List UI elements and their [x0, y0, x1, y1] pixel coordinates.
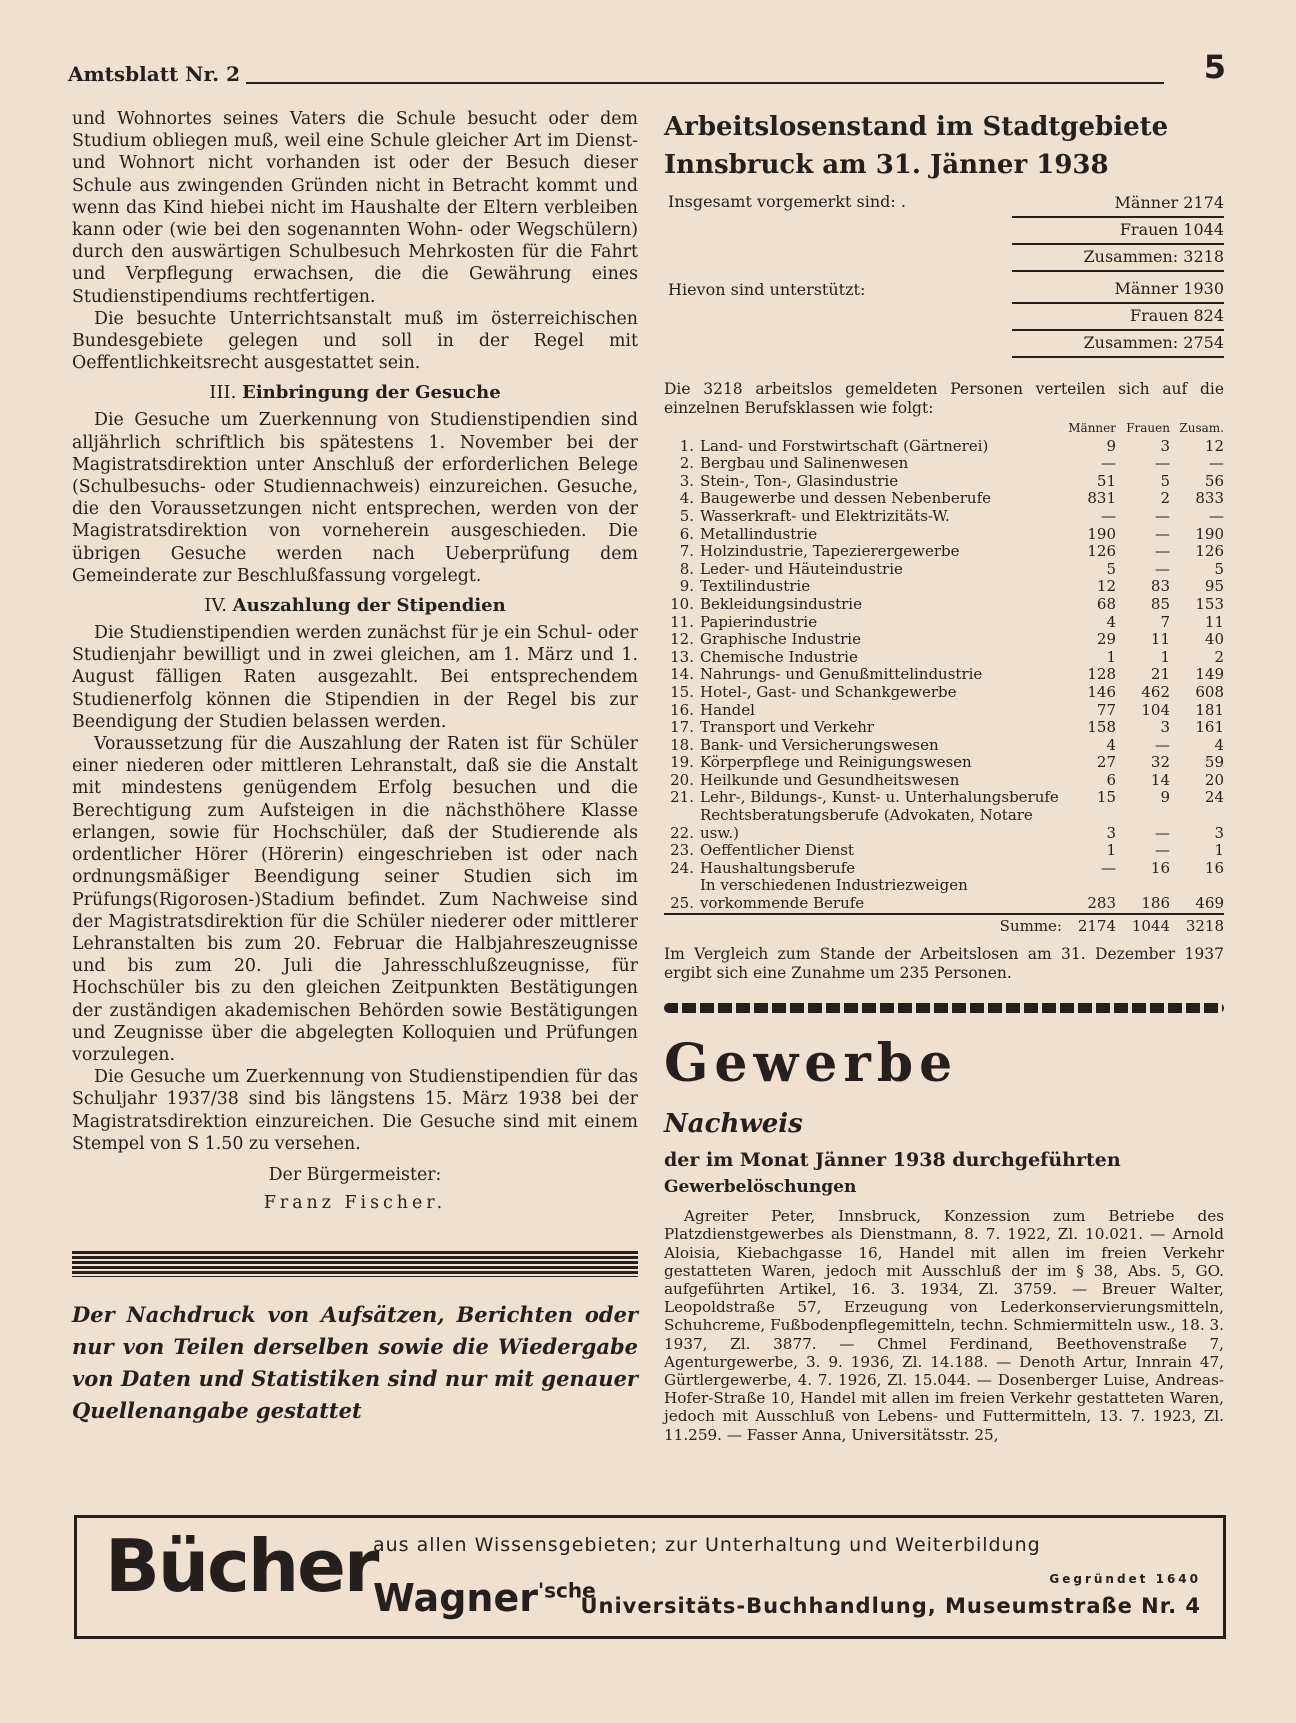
page-header — [68, 48, 1226, 88]
table-header-row — [664, 420, 1224, 438]
row-number: 15. — [670, 682, 694, 701]
row-label: Oeffentlicher Dienst — [700, 841, 854, 860]
row-number: 13. — [670, 647, 694, 666]
row-number: 23. — [670, 841, 694, 860]
comparison-note: Im Vergleich zum Stande der Arbeitslosen am 31. Dezember 1937 ergibt sich eine Zunahme um 235 Personen. — [664, 945, 1224, 983]
section-4-title: Auszahlung der Stipendien — [232, 595, 506, 617]
registered-total: Zusammen: 3218 — [1012, 244, 1224, 272]
row-men: 12 — [1096, 577, 1116, 596]
ad-buecher: Bücher — [105, 1524, 378, 1608]
row-label: Leder- und Häuteindustrie — [700, 559, 903, 578]
row-label: Wasserkraft- und Elektrizitäts-W. — [700, 506, 950, 525]
table-row — [664, 508, 1224, 526]
row-men: 283 — [1087, 894, 1116, 913]
row-total: 149 — [1195, 665, 1224, 684]
row-total: 95 — [1204, 577, 1224, 596]
row-label: Rechtsberatungsberufe (Advokaten, Notare usw.) — [700, 806, 1033, 842]
gazette-title: Amtsblatt Nr. 2 — [68, 62, 240, 86]
table-row — [664, 807, 1224, 842]
row-women: — — [1155, 735, 1170, 754]
ad-wagner — [373, 1576, 596, 1620]
row-total: 4 — [1214, 735, 1224, 754]
row-women: 1 — [1160, 647, 1170, 666]
ad-shop-address: Universitäts-Buchhandlung, Museumstraße Nr. 4 — [580, 1594, 1201, 1618]
nachweis-subtitle-1: der im Monat Jänner 1938 durchgeführten — [664, 1149, 1121, 1172]
signature-title: Der Bürgermeister: — [268, 1164, 442, 1185]
table-row — [664, 614, 1224, 632]
row-total: 20 — [1204, 770, 1224, 789]
table-row — [664, 438, 1224, 456]
row-men: 4 — [1106, 612, 1116, 631]
row-number: 1. — [679, 436, 694, 455]
signature-block — [72, 1161, 638, 1217]
row-total: 3 — [1214, 823, 1224, 842]
deletions-text: Agreiter Peter, Innsbruck, Konzession zum Betriebe des Platzdienstgewerbes als Dienstmann, 8. 7. 1922, Zl. 10.021. — Arnold Aloisia, Kiebachgasse 16, Handel mit allen im freien Verkehr gestatteten Waren, jedoch mit Ausschluß der im § 38, Abs. 5, GO. aufgeführten Artikel, 16. 3. 1934, Zl. 3759. — Breuer Walter, Leopoldstraße 57, Erzeugung von Lederkonservierungsmitteln, Schuhcreme, Fußbodenpflegemitteln, techn. Schmiermitteln usw., 18. 3. 1937, Zl. 3877. — Chmel Ferdinand, Beethovenstraße 7, Agenturgewerbe, 3. 9. 1936, Zl. 14.188. — Denoth Artur, Innrain 47, Gürtlergewerbe, 4. 7. 1926, Zl. 15.044. — Dosenberger Luise, Andreas-Hofer-Straße 10, Handel mit allen im freien Verkehr gestatteten Waren, jedoch mit Ausschluß von Lebens- und Futtermitteln, 13. 7. 1923, Zl. 11.259. — Fasser Anna, Universitätsstr. 25, — [664, 1207, 1224, 1444]
row-number: 11. — [670, 612, 694, 631]
row-number: 21. — [670, 788, 694, 807]
table-row — [664, 860, 1224, 878]
row-number: 20. — [670, 770, 694, 789]
copyright-notice: Der Nachdruck von Aufsätzen, Berichten oder nur von Teilen derselben sowie die Wiedergabe von Daten und Statistiken sind nur mit genauer Quellenangabe gestattet — [72, 1301, 638, 1423]
row-label: Textilindustrie — [700, 577, 811, 596]
row-number: 25. — [670, 894, 694, 913]
section-3-title: Einbringung der Gesuche — [242, 382, 501, 404]
table-row — [664, 631, 1224, 649]
row-total: 2 — [1214, 647, 1224, 666]
section-3-number: III. — [209, 382, 237, 404]
summary-block — [664, 190, 1224, 380]
paragraph-4: Die Studienstipendien werden zunächst für je ein Schul- oder Studienjahr bewilligt und in zwei gleichen, am 1. März und 1. August fälligen Raten ausgezahlt. Bei entsprechendem Studienerfolg können die Stipendien in der Regel bis zur Beendigung der Studien belassen werden. — [72, 623, 638, 732]
table-row — [664, 473, 1224, 491]
row-women: 3 — [1160, 436, 1170, 455]
row-women: 11 — [1150, 630, 1170, 649]
row-number: 6. — [679, 524, 694, 543]
paragraph-6: Die Gesuche um Zuerkennung von Studienstipendien für das Schuljahr 1937/38 sind bis längstens 15. März 1938 bei der Magistratsdirektion einzureichen. Die Gesuche sind mit einem Stempel von S 1.50 zu versehen. — [72, 1067, 638, 1154]
row-label: Chemische Industrie — [700, 647, 858, 666]
row-men: 15 — [1096, 788, 1116, 807]
table-row — [664, 649, 1224, 667]
row-total: — — [1209, 506, 1224, 525]
row-total: 56 — [1204, 471, 1224, 490]
row-number: 16. — [670, 700, 694, 719]
table-sum-row — [664, 914, 1224, 936]
sum-women: 1044 — [1116, 914, 1170, 936]
row-women: 5 — [1160, 471, 1170, 490]
paragraph-1: und Wohnortes seines Vaters die Schule besucht oder dem Studium obliegen muß, weil eine Schule gleicher Art im Dienst- und Wohnort nicht vorhanden ist oder der Besuch dieser Schule aus zwingenden Gründen nicht in Betracht kommt und wenn das Kind hiebei nicht im Haushalte der Eltern verbleiben kann oder (wie bei den sogenannten Wohn- oder Wegschülern) durch den auswärtigen Schulbesuch Mehrkosten für die Fahrt und Verpflegung erwachsen, die die Gewährung eines Studienstipendiums rechtfertigen. — [72, 109, 638, 307]
table-row — [664, 666, 1224, 684]
registered-men: Männer 2174 — [1012, 190, 1224, 218]
row-women: 104 — [1141, 700, 1170, 719]
page-number: 5 — [1203, 48, 1226, 86]
row-men: 128 — [1087, 665, 1116, 684]
row-number: 19. — [670, 753, 694, 772]
row-total: 181 — [1195, 700, 1224, 719]
sum-total: 3218 — [1170, 914, 1224, 936]
row-number: 14. — [670, 665, 694, 684]
row-men: 1 — [1106, 647, 1116, 666]
distribution-intro: Die 3218 arbeitslos gemeldeten Personen verteilen sich auf die einzelnen Berufsklassen wie folgt: — [664, 380, 1224, 417]
row-men: — — [1101, 454, 1116, 473]
row-total: 12 — [1204, 436, 1224, 455]
sum-label: Summe: — [700, 914, 1062, 936]
row-women: 7 — [1160, 612, 1170, 631]
row-women: 16 — [1150, 858, 1170, 877]
row-total: 16 — [1204, 858, 1224, 877]
right-column — [664, 108, 1224, 1444]
row-women: — — [1155, 559, 1170, 578]
row-total: 5 — [1214, 559, 1224, 578]
row-total: 469 — [1195, 894, 1224, 913]
row-women: 32 — [1150, 753, 1170, 772]
row-number: 5. — [679, 506, 694, 525]
row-women: — — [1155, 542, 1170, 561]
row-men: — — [1101, 506, 1116, 525]
table-row — [664, 561, 1224, 579]
row-men: 1 — [1106, 841, 1116, 860]
row-label: Hotel-, Gast- und Schankgewerbe — [700, 682, 957, 701]
sum-men: 2174 — [1062, 914, 1116, 936]
row-label: Lehr-, Bildungs-, Kunst- u. Unterhalungsberufe — [700, 788, 1059, 807]
supported-label: Hievon sind unterstützt: — [668, 280, 866, 299]
row-total: 126 — [1195, 542, 1224, 561]
row-women: — — [1155, 841, 1170, 860]
row-women: 9 — [1160, 788, 1170, 807]
row-men: 146 — [1087, 682, 1116, 701]
row-label: Graphische Industrie — [700, 630, 861, 649]
row-men: 190 — [1087, 524, 1116, 543]
row-men: 29 — [1096, 630, 1116, 649]
table-row — [664, 596, 1224, 614]
supported-men: Männer 1930 — [1012, 276, 1224, 304]
row-men: 9 — [1106, 436, 1116, 455]
row-women: 14 — [1150, 770, 1170, 789]
supported-women: Frauen 824 — [1012, 303, 1224, 331]
row-number: 9. — [679, 577, 694, 596]
statistics-title-line-1: Arbeitslosenstand im Stadtgebiete — [664, 112, 1169, 142]
statistics-title-line-2: Innsbruck am 31. Jänner 1938 — [664, 150, 1109, 180]
row-label: Heilkunde und Gesundheitswesen — [700, 770, 960, 789]
row-total: 11 — [1204, 612, 1224, 631]
row-women: 462 — [1141, 682, 1170, 701]
table-row — [664, 543, 1224, 561]
table-row — [664, 455, 1224, 473]
row-women: 3 — [1160, 718, 1170, 737]
row-total: 833 — [1195, 489, 1224, 508]
row-label: Bank- und Versicherungswesen — [700, 735, 939, 754]
row-men: 3 — [1106, 823, 1116, 842]
row-men: 77 — [1096, 700, 1116, 719]
table-row — [664, 702, 1224, 720]
table-row — [664, 789, 1224, 807]
nachweis-heading: Nachweis — [664, 1109, 803, 1140]
left-column — [72, 108, 638, 1448]
row-label: Baugewerbe und dessen Nebenberufe — [700, 489, 991, 508]
row-label: Körperpflege und Reinigungswesen — [700, 753, 972, 772]
row-label: Haushaltungsberufe — [700, 858, 856, 877]
column-women: Frauen — [1126, 421, 1170, 435]
table-row — [664, 754, 1224, 772]
row-total: 24 — [1204, 788, 1224, 807]
bookshop-advertisement — [74, 1515, 1226, 1639]
row-total: 59 — [1204, 753, 1224, 772]
row-men: 6 — [1106, 770, 1116, 789]
row-number: 18. — [670, 735, 694, 754]
row-women: — — [1155, 823, 1170, 842]
row-label: Holzindustrie, Tapezierergewerbe — [700, 542, 960, 561]
row-number: 12. — [670, 630, 694, 649]
row-men: 126 — [1087, 542, 1116, 561]
table-row — [664, 737, 1224, 755]
signature-name: Franz Fischer. — [263, 1192, 447, 1213]
section-4-heading — [72, 595, 638, 616]
table-row — [664, 842, 1224, 860]
row-total: 161 — [1195, 718, 1224, 737]
row-number: 22. — [670, 823, 694, 842]
row-women: 21 — [1150, 665, 1170, 684]
table-row — [664, 772, 1224, 790]
row-label: Bergbau und Salinenwesen — [700, 454, 909, 473]
row-number: 8. — [679, 559, 694, 578]
row-women: — — [1155, 524, 1170, 543]
ad-founded: Gegründet 1640 — [1049, 1572, 1201, 1586]
row-label: Bekleidungsindustrie — [700, 594, 862, 613]
row-total: 190 — [1195, 524, 1224, 543]
header-rule — [246, 82, 1164, 84]
registered-women: Frauen 1044 — [1012, 217, 1224, 245]
row-label: In verschiedenen Industriezweigen vorkommende Berufe — [700, 876, 968, 913]
row-total: 1 — [1214, 841, 1224, 860]
row-total: 608 — [1195, 682, 1224, 701]
row-label: Stein-, Ton-, Glasindustrie — [700, 471, 899, 490]
paragraph-5: Voraussetzung für die Auszahlung der Raten ist für Schüler einer niederen oder mittleren Lehranstalt, daß sie die Anstalt mit mindestens genügendem Erfolg besuchen und die Berechtigung zum Aufsteigen in die nächsthöhere Klasse erlangen, sowie für Hochschüler, daß der Studierende als ordentlicher Hörer (Hörerin) eingeschrieben ist oder nach ordnungsmäßiger Beendigung seiner Studien sich im Prüfungs(Rigorosen-)Stadium befindet. Zum Nachweise sind der Magistratsdirektion für die Schüler niederer oder mittlerer Lehranstalten bis zum 20. Februar die Halbjahreszeugnisse und bis zum 20. Juli die Jahresschlußzeugnisse, für Hochschüler bis zu den gleichen Zeitpunkten Bestätigungen der zuständigen akademischen Behörden sowie Bestätigungen und Zeugnisse über die abgelegten Kolloquien und Prüfungen vorzulegen. — [72, 734, 638, 1065]
row-number: 17. — [670, 718, 694, 737]
row-number: 3. — [679, 471, 694, 490]
divider-rule — [72, 1251, 638, 1277]
row-total: 153 — [1195, 594, 1224, 613]
ad-wagner-name: Wagner — [373, 1576, 538, 1620]
column-total: Zusam. — [1179, 421, 1224, 435]
row-number: 24. — [670, 858, 694, 877]
row-men: 27 — [1096, 753, 1116, 772]
table-row — [664, 719, 1224, 737]
section-divider — [664, 1003, 1224, 1013]
row-number: 7. — [679, 542, 694, 561]
row-men: 51 — [1096, 471, 1116, 490]
row-women: 83 — [1150, 577, 1170, 596]
row-men: 5 — [1106, 559, 1116, 578]
table-row — [664, 578, 1224, 596]
table-row — [664, 877, 1224, 913]
section-3-heading — [72, 382, 638, 403]
row-number: 2. — [679, 454, 694, 473]
row-men: 4 — [1106, 735, 1116, 754]
row-women: 186 — [1141, 894, 1170, 913]
table-row — [664, 526, 1224, 544]
row-men: — — [1101, 858, 1116, 877]
row-label: Land- und Forstwirtschaft (Gärtnerei) — [700, 436, 989, 455]
nachweis-subtitle-2: Gewerbelöschungen — [664, 1177, 857, 1198]
row-total: — — [1209, 454, 1224, 473]
row-women: — — [1155, 506, 1170, 525]
occupation-table — [664, 420, 1224, 935]
row-men: 831 — [1087, 489, 1116, 508]
row-women: — — [1155, 454, 1170, 473]
supported-total: Zusammen: 2754 — [1012, 330, 1224, 358]
registered-label: Insgesamt vorgemerkt sind: . — [668, 192, 906, 211]
row-label: Nahrungs- und Genußmittelindustrie — [700, 665, 983, 684]
row-men: 158 — [1087, 718, 1116, 737]
row-women: 85 — [1150, 594, 1170, 613]
column-men: Männer — [1068, 421, 1116, 435]
row-men: 68 — [1096, 594, 1116, 613]
table-row — [664, 490, 1224, 508]
row-number: 10. — [670, 594, 694, 613]
row-women: 2 — [1160, 489, 1170, 508]
row-total: 40 — [1204, 630, 1224, 649]
row-label: Handel — [700, 700, 755, 719]
ad-wagner-suffix: 'sche — [537, 1578, 596, 1603]
row-label: Transport und Verkehr — [700, 718, 875, 737]
paragraph-3: Die Gesuche um Zuerkennung von Studienstipendien sind alljährlich schriftlich bis spätestens 1. November bei der Magistratsdirektion unter Anschluß der erforderlichen Belege (Schulbesuchs- oder Studiennachweis) einzureichen. Gesuche, die den Voraussetzungen nicht entsprechen, werden von der Magistratsdirektion von vorneherein ausgeschieden. Die übrigen Gesuche werden nach Ueberprüfung dem Gemeinderate zur Beschlußfassung vorgelegt. — [72, 410, 638, 586]
row-label: Papierindustrie — [700, 612, 818, 631]
paragraph-2: Die besuchte Unterrichtsanstalt muß im österreichischen Bundesgebiete gelegen und soll in der Regel mit Oeffentlichkeitsrecht ausgestattet sein. — [72, 308, 638, 374]
gewerbe-heading: Gewerbe — [664, 1033, 959, 1095]
table-row — [664, 684, 1224, 702]
ad-tagline: aus allen Wissensgebieten; zur Unterhaltung und Weiterbildung — [373, 1534, 1041, 1556]
row-label: Metallindustrie — [700, 524, 818, 543]
section-4-number: IV. — [204, 595, 227, 617]
row-number: 4. — [679, 489, 694, 508]
